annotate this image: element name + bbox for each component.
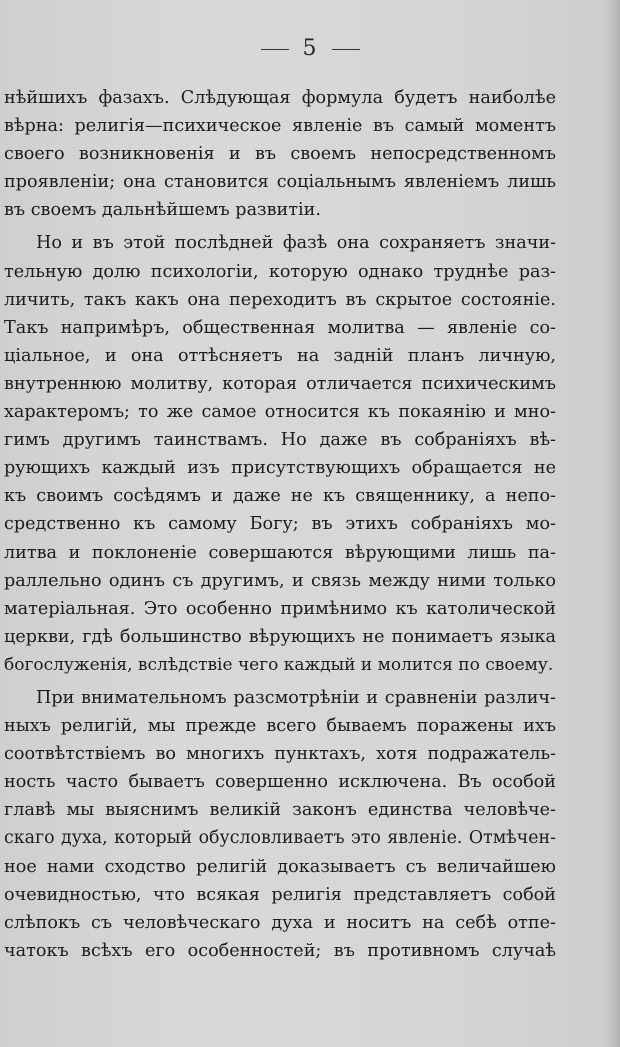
text-line: главѣ мы выяснимъ великій законъ единства человѣче- [4, 800, 556, 821]
text-line: раллельно одинъ съ другимъ, и связь между ними только [4, 570, 556, 591]
text-line: нѣйшихъ фазахъ. Слѣдующая формула будетъ наиболѣе [4, 88, 556, 108]
text-line: литва и поклоненіе совершаются вѣрующими лишь па- [4, 542, 556, 563]
text-line: скаго духа, который обусловливаетъ это явленіе. Отмѣчен- [4, 828, 556, 849]
text-line: тельную долю психологіи, которую однако труднѣе раз- [4, 261, 556, 282]
text-line: ность часто бываетъ совершенно исключена. Въ особой [4, 772, 556, 793]
text-line: очевидностью, что всякая религія представляетъ собой [4, 884, 556, 905]
text-line: богослуженія, вслѣдствіе чего каждый и молится по своему. [4, 654, 554, 675]
text-line: При внимательномъ разсмотрѣніи и сравненіи различ- [36, 687, 556, 708]
text-line: къ своимъ сосѣдямъ и даже не къ священнику, а непо- [4, 486, 556, 507]
text-line: характеромъ; то же самое относится къ покаянію и мно- [4, 402, 556, 423]
text-line: матеріальная. Это особенно примѣнимо къ католической [4, 598, 556, 619]
paragraph [4, 684, 556, 965]
text-line: вѣрна: религія—психическое явленіе въ самый моментъ [4, 116, 556, 137]
text-line: внутреннюю молитву, которая отличается психическимъ [4, 373, 556, 394]
text-line: проявленіи; она становится соціальнымъ явленіемъ лишь [4, 172, 556, 193]
header-dash-left [261, 49, 289, 50]
text-line: Такъ напримѣръ, общественная молитва — явленіе со- [4, 317, 556, 338]
body-text [4, 84, 556, 965]
text-line: средственно къ самому Богу; въ этихъ собраніяхъ мо- [4, 514, 556, 535]
text-line: ныхъ религій, мы прежде всего бываемъ поражены ихъ [4, 716, 556, 737]
paragraph [4, 84, 556, 224]
text-line: слѣпокъ съ человѣческаго духа и носитъ на себѣ отпе- [4, 912, 556, 933]
text-line: ное нами сходство религій доказываетъ съ величайшею [4, 856, 556, 877]
page-number: 5 [302, 36, 318, 61]
text-line: соотвѣтствіемъ во многихъ пунктахъ, хотя подражатель- [4, 744, 556, 765]
text-line: своего возникновенія и въ своемъ непосредственномъ [4, 144, 556, 165]
text-line: рующихъ каждый изъ присутствующихъ обращается не [4, 458, 556, 479]
page-edge-shadow [606, 0, 620, 1047]
text-line: церкви, гдѣ большинство вѣрующихъ не понимаетъ языка [4, 626, 556, 647]
text-line: чатокъ всѣхъ его особенностей; въ противномъ случаѣ [4, 940, 556, 961]
text-line: гимъ другимъ таинствамъ. Но даже въ собраніяхъ вѣ- [4, 430, 556, 451]
paragraph [4, 229, 556, 679]
text-line: Но и въ этой послѣдней фазѣ она сохраняетъ значи- [36, 233, 556, 254]
page-header [0, 36, 620, 61]
text-line: въ своемъ дальнѣйшемъ развитіи. [4, 200, 321, 221]
text-line: ціальное, и она оттѣсняетъ на задній планъ личную, [4, 345, 556, 366]
header-dash-right [332, 49, 360, 50]
text-line: личить, такъ какъ она переходитъ въ скрытое состояніе. [4, 289, 556, 310]
